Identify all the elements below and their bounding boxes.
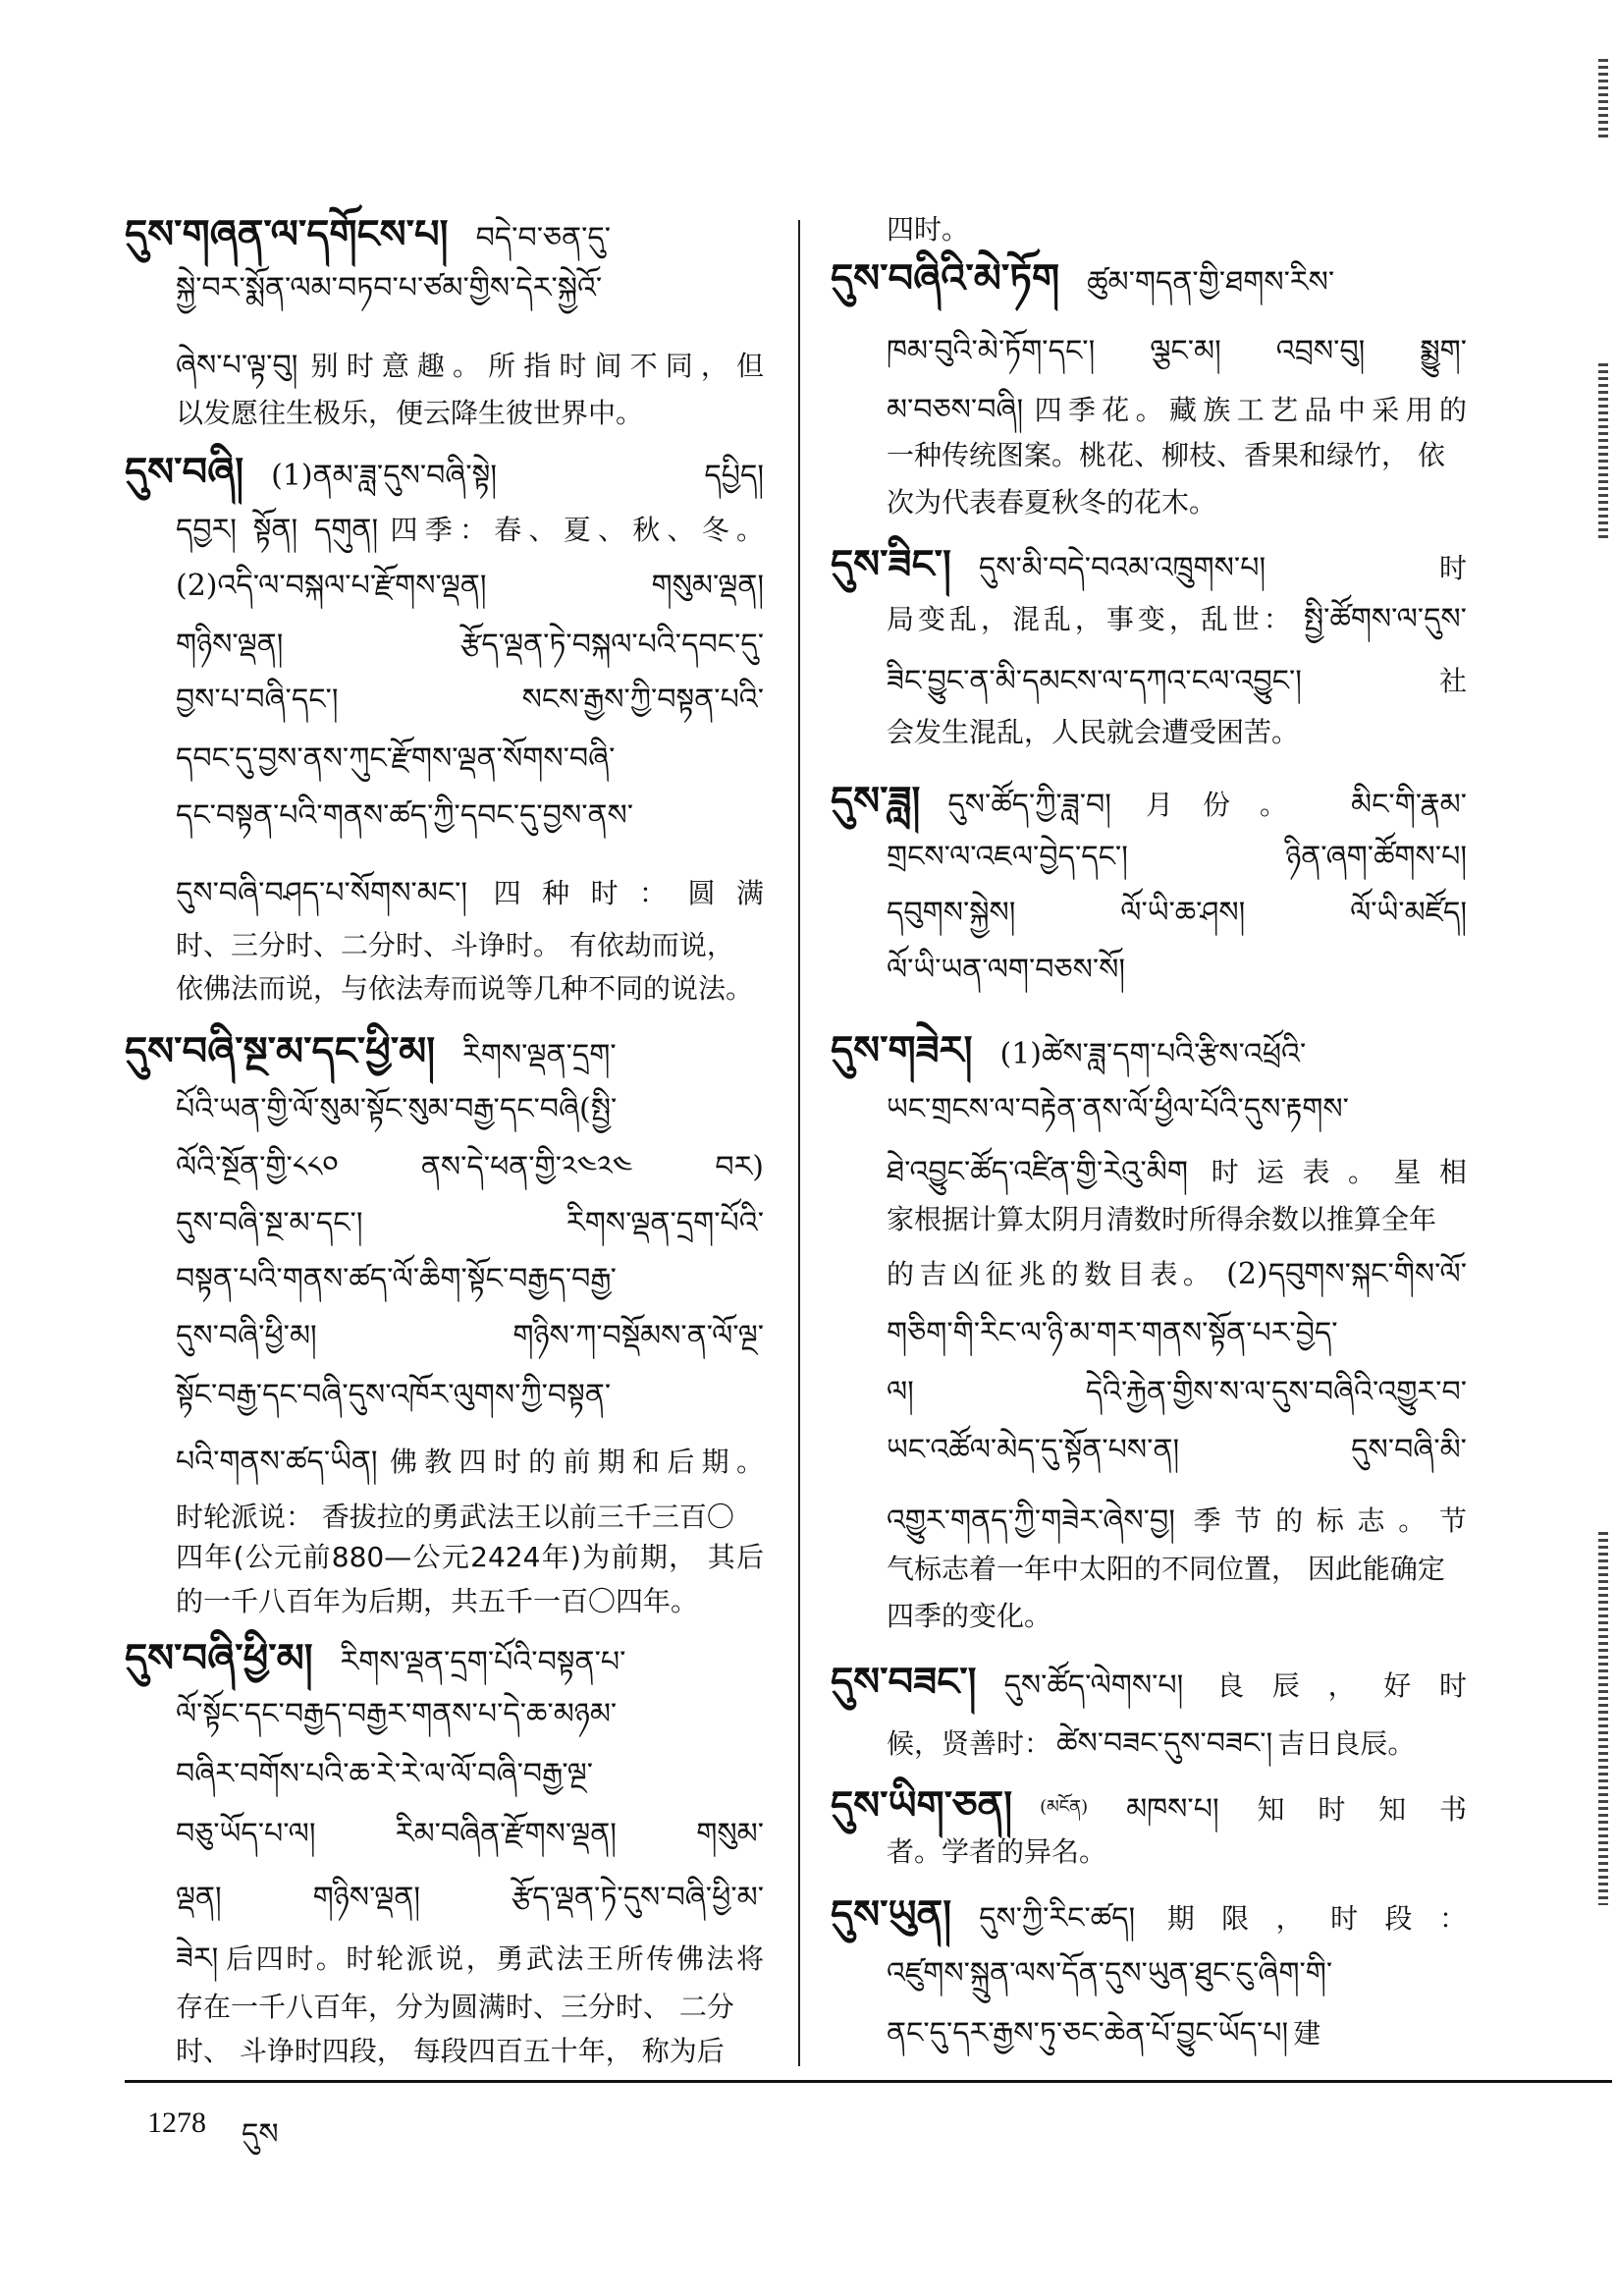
tibetan-text: (2)དབུགས་སྐང་གིས་ལོ་: [1226, 1257, 1467, 1291]
chinese-gloss: 月份。: [1146, 789, 1317, 821]
entry-text-line: [887, 334, 1467, 368]
tibetan-text: ལོ་ཡི་ཡན་ལག་བཅས་སོ།: [887, 953, 1126, 987]
headword: དུས་བཞི།: [125, 449, 244, 495]
entry-headword-line: [831, 541, 1467, 587]
tibetan-text: འགྱུར་གནད་ཀྱི་གཟེར་ཞེས་བྱ།: [887, 1503, 1175, 1538]
entry-text-line: [887, 213, 970, 246]
entry-headword-line: [831, 1891, 1467, 1938]
column-divider: [798, 220, 800, 2066]
tibetan-text: དུས་བཞི་བཤད་པ་སོགས་མང་།: [176, 876, 468, 910]
entry-text-line: [887, 896, 1467, 930]
entry-text-line: [176, 349, 764, 383]
chinese-gloss: 佛教四时的前期和后期。: [389, 1446, 764, 1478]
entry-text-line: [887, 1433, 1467, 1467]
entry-text-line: [887, 393, 1467, 427]
entry-text-line: [176, 569, 764, 603]
entry-text-line: [887, 1155, 1467, 1189]
chinese-gloss: 知时知书: [1257, 1793, 1467, 1826]
chinese-gloss: 时: [1438, 552, 1467, 584]
headword: དུས་བཟང་།: [831, 1659, 977, 1705]
tibetan-text: བྱས་པ་བཞི་དང་། སངས་རྒྱས་ཀྱི་བསྟན་པའི་: [176, 683, 764, 717]
entry-text-line: [176, 1881, 764, 1915]
headword: དུས་བཞི་སྔ་མ་དང་ཕྱི་མ།: [125, 1028, 436, 1074]
entry-text-line: [887, 1503, 1467, 1538]
entry-text-line: [887, 486, 1217, 519]
entry-headword-line: [831, 255, 1467, 301]
tibetan-text: རིགས་ལྡན་དྲག་པོའི་བསྟན་པ་: [340, 1645, 626, 1679]
entry-headword-line: [125, 211, 764, 257]
entry-text-line: [176, 513, 764, 547]
tibetan-text: ཡང་གྲངས་ལ་བརྟེན་ནས་ལོ་ཕྱིལ་པོའི་དུས་རྟགས་: [887, 1092, 1349, 1126]
tibetan-text: བདེ་བ་ཅན་དུ་: [475, 221, 612, 255]
chinese-gloss: 期限，时段：: [1166, 1902, 1467, 1935]
tibetan-text: བཅུ་ཡོད་པ་ལ། རིམ་བཞིན་རྫོགས་ལྡན། གསུམ་: [176, 1817, 764, 1851]
entry-text-line: [176, 630, 764, 660]
entry-text-line: [176, 1817, 764, 1851]
footer-rule: [125, 2080, 1612, 2083]
tibetan-text: ཚེས་བཟང་དུས་བཟང་།: [1056, 1726, 1273, 1761]
entry-text-line: [176, 1319, 764, 1353]
chinese-gloss: 四季花。藏族工艺品中采用的: [1034, 394, 1467, 426]
tibetan-text: གཉིས་ལྡན། རྩོད་ལྡན་ཏེ་བསྐལ་པའི་དབང་དུ་: [176, 628, 764, 662]
chinese-gloss: 时、 斗诤时四段， 每段四百五十年， 称为后: [176, 2035, 725, 2067]
entry-text-line: [887, 716, 1300, 748]
chinese-gloss: 家根据计算太阴月清数时所得余数以推算全年: [887, 1203, 1437, 1235]
entry-text-line: [176, 2035, 725, 2067]
chinese-gloss: 后四时。时轮派说，勇武法王所传佛法将: [226, 1942, 764, 1975]
entry-text-line: [887, 1553, 1445, 1585]
entry-text-line: [887, 840, 1467, 874]
tibetan-text: དབང་དུ་བྱས་ནས་ཀུང་རྫོགས་ལྡན་སོགས་བཞི་: [176, 741, 616, 776]
tibetan-text: ཁམ་བུའི་མེ་ཏོག་དང་། ལྕང་མ། འབྲས་བུ། སྨྱུག་: [887, 334, 1467, 368]
chinese-gloss: 吉日良辰。: [1277, 1727, 1416, 1760]
chinese-gloss: 的吉凶征兆的数目表。: [887, 1258, 1216, 1290]
tibetan-text: མཁས་པ།: [1126, 1792, 1219, 1827]
tibetan-text: ཞེས་པ་ལྟ་བུ།: [176, 349, 298, 383]
headword: དུས་ཟིང་།: [831, 541, 951, 587]
entry-text-line: [887, 1600, 1052, 1632]
entry-text-line: [176, 929, 734, 961]
entry-text-line: [176, 1697, 764, 1731]
running-head: དུས: [242, 2117, 279, 2152]
tibetan-text: ཚུམ་གདན་གྱི་ཐགས་རིས་: [1087, 265, 1335, 300]
entry-text-line: [176, 1541, 764, 1573]
tibetan-text: རིགས་ལྡན་དྲག་: [462, 1038, 617, 1072]
headword: དུས་ཡིག་ཅན།: [831, 1782, 1013, 1829]
tibetan-text: (1)ནམ་ཟླ་དུས་བཞི་སྟེ། དཔྱིད།: [271, 459, 764, 493]
entry-text-line: [887, 2016, 1321, 2050]
entry-text-line: [176, 1941, 764, 1976]
entry-text-line: [887, 1257, 1467, 1291]
entry-text-line: [176, 798, 764, 833]
chinese-gloss: 局变乱，混乱，事变，乱世：: [887, 603, 1295, 635]
tibetan-text: དུས་མི་བདེ་བའམ་འཁྲུགས་པ།: [978, 551, 1266, 585]
chinese-gloss: 四季：春、夏、秋、冬。: [390, 514, 764, 546]
entry-text-line: [176, 1757, 764, 1791]
entry-text-line: [887, 1092, 1467, 1126]
entry-text-line: [887, 1956, 1467, 1991]
tibetan-text: ཡང་འཚོལ་མེད་དུ་སྟོན་པས་ན། དུས་བཞི་མི་: [887, 1433, 1467, 1467]
chinese-gloss: 以发愿往生极乐，便云降生彼世界中。: [176, 397, 644, 429]
entry-headword-line: [125, 449, 764, 495]
entry-text-line: [887, 1375, 1467, 1409]
entry-text-line: [176, 972, 754, 1005]
entry-text-line: [176, 1206, 764, 1240]
tibetan-text: ཟེར།: [176, 1941, 219, 1976]
entry-text-line: [176, 876, 764, 910]
entry-headword-line: [831, 778, 1467, 824]
chinese-gloss: 次为代表春夏秋冬的花木。: [887, 486, 1217, 519]
chinese-gloss: 气标志着一年中太阳的不同位置， 因此能确定: [887, 1553, 1445, 1585]
entry-headword-line: [125, 1028, 764, 1074]
tibetan-text: ལོའི་སྔོན་གྱི་༨༨༠ ནས་དེ་ཕན་གྱི་༢༤༢༤ བར): [176, 1150, 764, 1184]
page-number: 1278: [147, 2106, 206, 2139]
tibetan-text: གྲངས་ལ་འཇལ་བྱེད་དང་། ཉིན་ཞག་ཚོགས་པ།: [887, 840, 1467, 874]
entry-headword-line: [831, 1782, 1467, 1829]
chinese-gloss: 存在一千八百年，分为圆满时、三分时、 二分: [176, 1991, 734, 2023]
tibetan-text: ལྡན། གཉིས་ལྡན། རྩོད་ལྡན་ཏེ་དུས་བཞི་ཕྱི་མ་: [176, 1881, 764, 1915]
tibetan-text: དུས་བཞི་ཕྱི་མ། གཉིས་ཀ་བསྡོམས་ན་ལོ་ལྔ་: [176, 1319, 764, 1353]
tibetan-text: མིང་གི་རྣམ་: [1351, 788, 1467, 822]
chinese-gloss: 候，贤善时：: [887, 1727, 1052, 1760]
tibetan-text: (མངོན): [1040, 1796, 1089, 1818]
headword: དུས་ཟླ།: [831, 778, 921, 824]
chinese-gloss: 依佛法而说，与依法寿而说等几种不同的说法。: [176, 972, 754, 1005]
entry-text-line: [176, 1503, 734, 1531]
entry-text-line: [887, 439, 1445, 471]
entry-text-line: [176, 1092, 764, 1126]
tibetan-text: གཅིག་གི་རིང་ལ་ཉི་མ་གར་གནས་སྟོན་པར་བྱེད་: [887, 1316, 1338, 1350]
entry-text-line: [176, 1378, 764, 1412]
entry-text-line: [176, 685, 764, 715]
tibetan-text: འཛུགས་སྐྲུན་ལས་དོན་དུས་ཡུན་ཐུང་ངུ་ཞིག་གི་: [887, 1956, 1333, 1991]
tibetan-text: དབྱར། སྟོན། དགུན།: [176, 513, 379, 547]
entry-text-line: [887, 953, 1126, 987]
page-edge-mark: [1598, 1532, 1608, 1905]
entry-text-line: [176, 271, 764, 305]
headword: དུས་ཡུན།: [831, 1891, 952, 1938]
tibetan-text: པོའི་ཡན་གྱི་ལོ་སུམ་སྟོང་སུམ་བརྒྱ་དང་བཞི(སྤྱི་: [176, 1092, 618, 1126]
entry-text-line: [887, 1835, 1107, 1868]
tibetan-text: ནང་དུ་དར་རྒྱས་ཏུ་ཅང་ཆེན་པོ་བྱུང་ཡོད་པ།: [887, 2016, 1289, 2050]
tibetan-text: མ་བཅས་བཞི།: [887, 393, 1024, 427]
tibetan-text: བསྟན་པའི་གནས་ཚད་ལོ་ཆིག་སྟོང་བརྒྱད་བརྒྱ་: [176, 1262, 617, 1296]
chinese-gloss: 四年(公元前880—公元2424年)为前期， 其后: [176, 1541, 764, 1573]
headword: དུས་བཞིའི་མེ་ཏོག: [831, 255, 1060, 301]
page-edge-mark: [1598, 363, 1608, 540]
entry-headword-line: [125, 1635, 764, 1681]
chinese-gloss: 会发生混乱，人民就会遭受困苦。: [887, 716, 1300, 748]
tibetan-text: དུས་ཚོད་ལེགས་པ།: [1003, 1668, 1184, 1703]
tibetan-text: ལ། དེའི་རྐྱེན་གྱིས་ས་ལ་དུས་བཞིའི་འགྱུར་བ་: [887, 1375, 1467, 1409]
entry-text-line: [176, 1150, 764, 1184]
tibetan-text: ཐེ་འབྱུང་ཚོད་འཛིན་གྱི་རེའུ་མིག: [887, 1155, 1188, 1189]
tibetan-text: དུས་ཀྱི་རིང་ཚད།: [979, 1901, 1136, 1936]
page-edge-mark: [1598, 59, 1608, 137]
chinese-gloss: 四季的变化。: [887, 1600, 1052, 1632]
chinese-gloss: 者。学者的异名。: [887, 1835, 1107, 1868]
tibetan-text: པའི་གནས་ཚད་ཡིན།: [176, 1445, 378, 1479]
chinese-gloss: 季节的标志。节: [1193, 1504, 1467, 1537]
entry-text-line: [887, 1316, 1467, 1350]
tibetan-text: དང་བསྟན་པའི་གནས་ཚད་ཀྱི་དབང་དུ་བྱས་ནས་: [176, 798, 634, 833]
chinese-gloss: 时轮派说： 香拔拉的勇武法王以前三千三百〇: [176, 1501, 734, 1533]
entry-text-line: [176, 1991, 734, 2023]
tibetan-text: (2)འདི་ལ་བསྐལ་པ་རྫོགས་ལྡན། གསུམ་ལྡན།: [176, 569, 764, 603]
entry-text-line: [176, 741, 764, 776]
entry-text-line: [887, 602, 1467, 636]
tibetan-text: སྟོང་བརྒྱ་དང་བཞི་དུས་འཁོར་ལུགས་ཀྱི་བསྟན་: [176, 1378, 612, 1412]
entry-text-line: [176, 397, 644, 429]
tibetan-text: ལོ་སྟོང་དང་བརྒྱད་བརྒྱར་གནས་པ་དེ་ཆ་མཉམ་: [176, 1697, 618, 1731]
headword: དུས་གཞན་ལ་དགོངས་པ།: [125, 211, 449, 257]
chinese-gloss: 社: [1438, 665, 1467, 697]
entry-text-line: [887, 1203, 1437, 1235]
entry-text-line: [176, 1585, 699, 1617]
chinese-gloss: 建: [1293, 2017, 1321, 2050]
headword: དུས་བཞི་ཕྱི་མ།: [125, 1635, 313, 1681]
entry-text-line: [887, 1726, 1416, 1761]
chinese-gloss: 良辰，好时: [1216, 1669, 1467, 1702]
tibetan-text: དབུགས་སྐྱེས། ལོ་ཡི་ཆ་ཤས། ལོ་ཡི་མཛོད།: [887, 896, 1467, 930]
headword: དུས་གཟེར།: [831, 1027, 973, 1073]
chinese-gloss: 时运表。星相: [1211, 1156, 1467, 1188]
entry-text-line: [176, 1445, 764, 1479]
entry-headword-line: [831, 1659, 1467, 1705]
tibetan-text: སྐྱེ་བར་སྨོན་ལམ་བཏབ་པ་ཙམ་གྱིས་དེར་སྐྱེའོ་: [176, 271, 603, 305]
chinese-gloss: 的一千八百年为后期，共五千一百〇四年。: [176, 1585, 699, 1617]
tibetan-text: བཞིར་བགོས་པའི་ཆ་རེ་རེ་ལ་ལོ་བཞི་བརྒྱ་ལྔ་: [176, 1757, 594, 1791]
chinese-gloss: 四时。: [887, 213, 970, 246]
chinese-gloss: 别时意趣。所指时间不同，但: [310, 350, 764, 382]
chinese-gloss: 四种时：圆满: [493, 877, 764, 909]
tibetan-text: ཟིང་བྱུང་ན་མི་དམངས་ལ་དཀའ་ངལ་འབྱུང་།: [887, 664, 1302, 698]
chinese-gloss: 一种传统图案。桃花、柳枝、香果和绿竹， 依: [887, 439, 1445, 471]
chinese-gloss: 时、三分时、二分时、斗诤时。 有依劫而说，: [176, 929, 734, 961]
entry-text-line: [887, 664, 1467, 698]
tibetan-text: དུས་ཚོད་ཀྱི་ཟླ་བ།: [947, 788, 1111, 822]
entry-headword-line: [831, 1027, 1467, 1073]
tibetan-text: དུས་བཞི་སྔ་མ་དང་། རིགས་ལྡན་དྲག་པོའི་: [176, 1206, 764, 1240]
entry-text-line: [176, 1262, 764, 1296]
tibetan-text: སྤྱི་ཚོགས་ལ་དུས་: [1303, 602, 1467, 636]
tibetan-text: (1)ཚེས་ཟླ་དག་པའི་རྩིས་འཕྲོའི་: [999, 1037, 1307, 1071]
